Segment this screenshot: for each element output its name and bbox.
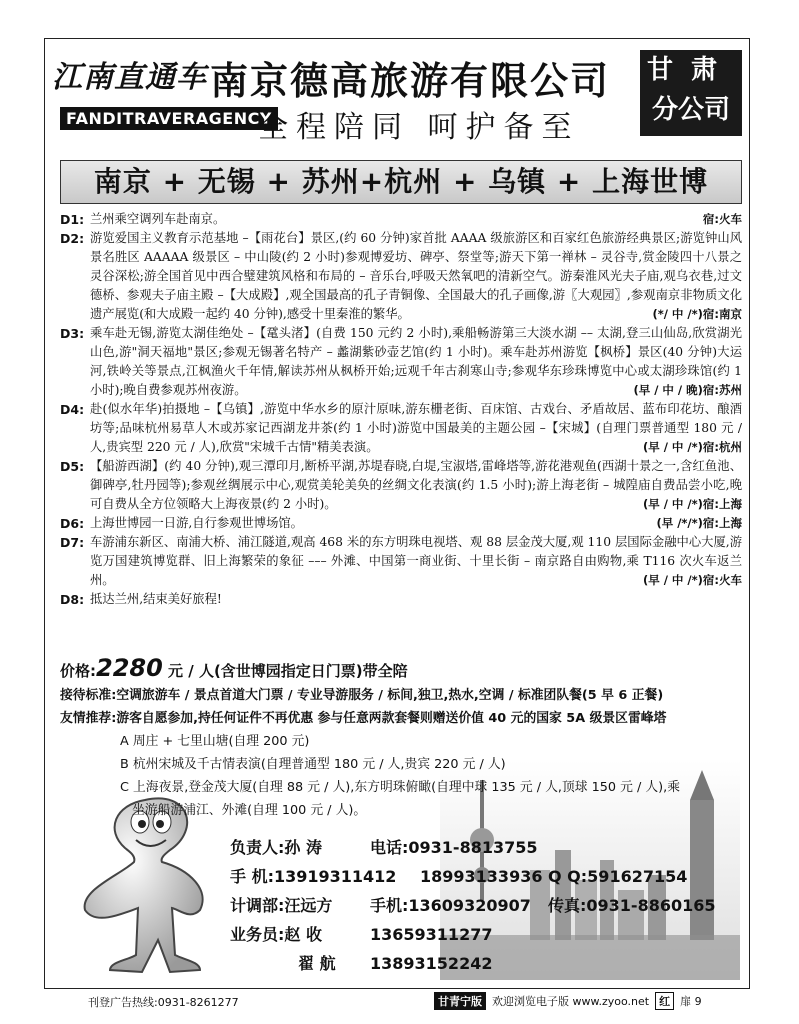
- branch-line2: 分公司: [651, 95, 730, 125]
- day-label: D2:: [60, 231, 85, 246]
- sales-contact: 业务员:赵 收: [230, 925, 322, 944]
- day-text: 赴(似水年华)拍摄地 –【乌镇】,游览中华水乡的原汁原味,游东栅老街、百床馆、古戏台、矛盾故居、蓝布印花坊、酿酒坊等;品味杭州易草人木或苏家记西湖龙井茶(约 1 小时)游览中国最美的主题公园 –【宋城】(自理门票普通型 180 元 / 人,贵宾型 220 元 / 人),欣赏"宋城千古情"精美表演。: [90, 402, 742, 454]
- recommend-text: 游客自愿参加,持任何证件不再优惠 参与任意两款套餐则赠送价值 40 元的国家 5A 级景区雷峰塔: [116, 711, 667, 726]
- itinerary-day: [60, 400, 742, 457]
- standard-text: 空调旅游车 / 景点首道大门票 / 专业导游服务 / 标间,独卫,热水,空调 / 标准团队餐(5 早 6 正餐): [116, 688, 664, 703]
- optional-packages: [120, 730, 740, 822]
- day-content: [90, 590, 742, 609]
- ad-hotline: 刊登广告热线:0931-8261277: [88, 996, 239, 1009]
- day-label: D1:: [60, 212, 85, 227]
- price-prefix: 价格:: [60, 662, 96, 680]
- day-label: D8:: [60, 592, 85, 607]
- website-link[interactable]: 欢迎浏览电子版 www.zyoo.net: [492, 995, 650, 1008]
- day-content: [90, 229, 742, 324]
- page-number: 扉 9: [680, 995, 702, 1008]
- sales-mobile: 13659311277: [370, 925, 493, 944]
- company-name: 南京德高旅游有限公司: [210, 59, 611, 103]
- standard-label: 接待标准:: [60, 688, 117, 703]
- itinerary: [60, 210, 742, 609]
- manager-phone: 电话:0931-8813755: [370, 838, 538, 857]
- option-a: A 周庄 + 七里山塘(自理 200 元): [120, 734, 310, 749]
- day-text: 【船游西湖】(约 40 分钟),观三潭印月,断桥平湖,苏堤春晓,白堤,宝淑塔,雷峰塔等,游花港观鱼(西湖十景之一,含红鱼池、御碑亭,牡丹园等);参观丝绸展示中心,观赏美轮美奂的丝绸文化表演(约 1.5 小时);游上海老街 – 城隍庙自费品尝小吃,晚可自费从全方位领略大上海夜景(约 2 小时)。: [90, 459, 742, 511]
- itinerary-day: [60, 590, 742, 609]
- option-c-cont: 坐游船游浦江、外滩(自理 100 元 / 人)。: [132, 803, 367, 818]
- day-label: D5:: [60, 459, 85, 474]
- day-content: [90, 400, 742, 457]
- route-title: 南京 + 无锡 + 苏州+杭州 + 乌镇 + 上海世博: [60, 160, 742, 204]
- day-content: [90, 533, 742, 590]
- script-title: 江南直通车: [52, 60, 207, 95]
- fax: 传真:0931-8860165: [548, 896, 716, 915]
- price-line: [60, 654, 408, 682]
- day-meal-lodging: (早 / 中 /*)宿:杭州: [642, 440, 742, 454]
- day-text: 游览爱国主义教育示范基地 –【雨花台】景区,(约 60 分钟)家首批 AAAA 级旅游区和百家红色旅游经典景区;游览钟山风景名胜区 AAAAA 级景区 – 中山陵(约 2 小时)参观博爱坊、碑亭、祭堂等;游天下第一禅林 – 灵谷寺,赏金陵四十八景之灵谷深松;游全国首见中西合璧建筑风格和布局的 – 音乐台,呼吸天然氧吧的清新空气。游秦淮风光夫子庙,观乌衣巷,过文德桥、参观夫子庙主殿 –【大成殿】,观全国最高的孔子青铜像、全国最大的孔子画像,游〖大观园〗,参观南京非物质文化遗产展览(和大成殿一起约 40 分钟),感受十里秦淮的繁华。: [90, 231, 742, 321]
- day-meal-lodging: (早 / 中 / 晚)宿:苏州: [633, 383, 742, 397]
- dispatch-contact: 计调部:汪远方: [230, 896, 333, 915]
- day-label: D3:: [60, 326, 85, 341]
- day-content: [90, 514, 742, 533]
- day-meal-lodging: (早 / 中 /*)宿:上海: [642, 497, 742, 511]
- day-text: 抵达兰州,结束美好旅程!: [90, 592, 222, 606]
- english-name-badge: FANDITRAVERAGENCY: [60, 107, 278, 130]
- day-text: 上海世博园一日游,自行参观世博场馆。: [90, 516, 303, 530]
- price-suffix: 元 / 人(含世博园指定日门票)带全陪: [162, 662, 408, 680]
- day-content: [90, 210, 742, 229]
- price-amount: 2280: [96, 654, 163, 682]
- option-c: C 上海夜景,登金茂大厦(自理 88 元 / 人),东方明珠俯瞰(自理中球 135 元 / 人,顶球 150 元 / 人),乘: [120, 780, 681, 795]
- day-text: 车游浦东新区、南浦大桥、浦江隧道,观高 468 米的东方明珠电视塔、观 88 层金茂大厦,观 110 层国际金融中心大厦,游览万国建筑博览群、旧上海繁荣的象征 ––– 外滩、中国第一商业街、十里长街 – 南京路自由购物,乘 T116 次火车返兰州。: [90, 535, 742, 587]
- day-meal-lodging: (早 /*/*)宿:上海: [656, 516, 742, 530]
- mobile-2: 18993133936: [420, 867, 543, 886]
- itinerary-day: [60, 457, 742, 514]
- manager: 负责人:孙 涛: [230, 838, 322, 857]
- itinerary-day: [60, 229, 742, 324]
- itinerary-day: [60, 514, 742, 533]
- sales-contact-2: 翟 航: [298, 954, 336, 973]
- branch-badge: [640, 50, 742, 136]
- day-meal-lodging: (早 / 中 /*)宿:火车: [642, 573, 742, 587]
- day-meal-lodging: (*/ 中 /*)宿:南京: [652, 307, 742, 321]
- dispatch-mobile: 手机:13609320907: [370, 896, 531, 915]
- itinerary-day: [60, 324, 742, 400]
- sales-mobile-2: 13893152242: [370, 954, 493, 973]
- itinerary-day: [60, 533, 742, 590]
- day-text: 兰州乘空调列车赴南京。: [90, 212, 226, 226]
- day-content: [90, 457, 742, 514]
- recommend-label: 友情推荐:: [60, 711, 117, 726]
- option-b: B 杭州宋城及千古情表演(自理普通型 180 元 / 人,贵宾 220 元 / 人): [120, 757, 506, 772]
- service-standard: [60, 684, 663, 703]
- footer-right: [434, 992, 702, 1010]
- edition-tag: 甘青宁版: [434, 992, 486, 1010]
- day-label: D6:: [60, 516, 85, 531]
- day-meal-lodging: 宿:火车: [702, 212, 742, 226]
- itinerary-day: [60, 210, 742, 229]
- slogan: 全程陪同 呵护备至: [258, 110, 580, 145]
- day-label: D4:: [60, 402, 85, 417]
- page-tag: 红: [655, 992, 674, 1010]
- contacts-block: [230, 833, 750, 978]
- mobile: 手 机:13919311412: [230, 867, 397, 886]
- qq-number: Q Q:591627154: [548, 867, 688, 886]
- day-text: 乘车赴无锡,游览太湖佳绝处 –【鼋头渚】(自费 150 元约 2 小时),乘船畅游第三大淡水湖 –– 太湖,登三山仙岛,欣赏湖光山色,游"洞天福地"景区;参观无锡著名特产 – 蠡湖紫砂壶艺馆(约 1 小时)。乘车赴苏州游览【枫桥】景区(40 分钟)大运河,铁岭关等景点,江枫渔火千年情,解读苏州从枫桥开始;远观千年古刹寒山寺;参观华东珍珠博览中心或太湖珍珠馆(约 1 小时);晚自费参观苏州夜游。: [90, 326, 742, 397]
- recommendation: [60, 707, 666, 726]
- day-label: D7:: [60, 535, 85, 550]
- day-content: [90, 324, 742, 400]
- branch-line1: 甘肃: [646, 55, 735, 85]
